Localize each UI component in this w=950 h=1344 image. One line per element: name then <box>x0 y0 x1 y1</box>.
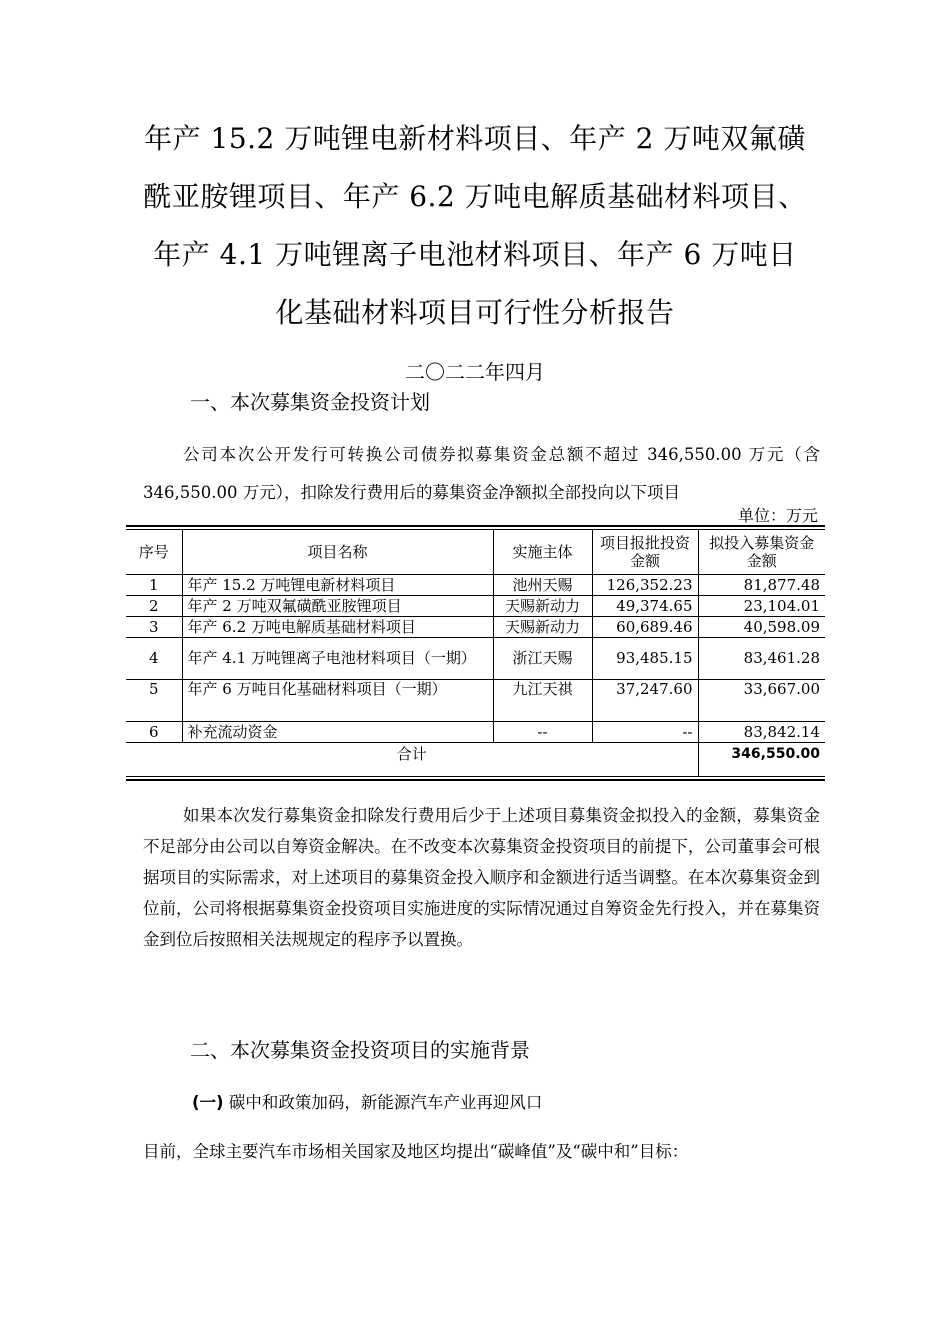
cell-approved: 37,247.60 <box>592 679 698 721</box>
header-planned-amount: 拟投入募集资金金额 <box>698 530 825 574</box>
header-project-name: 项目名称 <box>182 530 493 574</box>
report-date: 二〇二二年四月 <box>405 360 545 384</box>
cell-approved: 60,689.46 <box>592 616 698 637</box>
cell-name: 补充流动资金 <box>182 721 493 742</box>
cell-no: 6 <box>126 721 182 742</box>
total-label: 合计 <box>126 742 698 776</box>
total-value: 346,550.00 <box>698 742 825 776</box>
header-entity: 实施主体 <box>493 530 592 574</box>
header-no: 序号 <box>126 530 182 574</box>
section-1-heading: 一、本次募集资金投资计划 <box>190 390 430 414</box>
cell-name: 年产 4.1 万吨锂离子电池材料项目（一期） <box>182 637 493 679</box>
cell-no: 4 <box>126 637 182 679</box>
cell-no: 2 <box>126 595 182 616</box>
table-header-row <box>126 530 825 574</box>
cell-entity: 天赐新动力 <box>493 616 592 637</box>
subsection-1-heading <box>192 1089 542 1113</box>
cell-planned: 83,461.28 <box>698 637 825 679</box>
table-unit-label: 单位：万元 <box>737 506 818 525</box>
section-1-paragraph-2: 如果本次发行募集资金扣除发行费用后少于上述项目募集资金拟投入的金额，募集资金不足部分由公司以自筹资金解决。在不改变本次募集资金投资项目的前提下，公司董事会可根据项目的实际需求，对上述项目的募集资金投入顺序和金额进行适当调整。在本次募集资金到位前，公司将根据募集资金投资项目实施进度的实际情况通过自筹资金先行投入，并在募集资金到位后按照相关法规规定的程序予以置换。 <box>143 806 820 949</box>
investment-table <box>126 525 825 781</box>
section-2-paragraph: 目前，全球主要汽车市场相关国家及地区均提出“碳峰值”及“碳中和”目标： <box>143 1142 689 1161</box>
cell-planned: 33,667.00 <box>698 679 825 721</box>
subsection-number: (一) <box>192 1093 224 1112</box>
subsection-title: 碳中和政策加码，新能源汽车产业再迎风口 <box>228 1093 543 1112</box>
title-line-4: 化基础材料项目可行性分析报告 <box>275 296 675 329</box>
cell-planned: 83,842.14 <box>698 721 825 742</box>
cell-name: 年产 6 万吨日化基础材料项目（一期） <box>182 679 493 721</box>
report-title <box>130 110 820 342</box>
cell-name: 年产 2 万吨双氟磺酰亚胺锂项目 <box>182 595 493 616</box>
cell-planned: 40,598.09 <box>698 616 825 637</box>
cell-approved: 49,374.65 <box>592 595 698 616</box>
section-2-heading: 二、本次募集资金投资项目的实施背景 <box>190 1038 530 1062</box>
table-row <box>126 595 825 616</box>
cell-no: 3 <box>126 616 182 637</box>
cell-approved: 126,352.23 <box>592 574 698 595</box>
cell-planned: 81,877.48 <box>698 574 825 595</box>
header-approved-amount: 项目报批投资金额 <box>592 530 698 574</box>
section-1-paragraph: 公司本次公开发行可转换公司债券拟募集资金总额不超过 346,550.00 万元（含 346,550.00 万元），扣除发行费用后的募集资金净额拟全部投向以下项目 <box>143 445 820 502</box>
cell-entity: 九江天祺 <box>493 679 592 721</box>
table-row <box>126 616 825 637</box>
cell-no: 1 <box>126 574 182 595</box>
table-row <box>126 637 825 679</box>
title-line-2: 酰亚胺锂项目、年产 6.2 万吨电解质基础材料项目、 <box>143 180 807 213</box>
cell-entity: 浙江天赐 <box>493 637 592 679</box>
cell-entity: 天赐新动力 <box>493 595 592 616</box>
table-total-row <box>126 742 825 776</box>
cell-entity: 池州天赐 <box>493 574 592 595</box>
table-row <box>126 679 825 721</box>
cell-name: 年产 6.2 万吨电解质基础材料项目 <box>182 616 493 637</box>
cell-approved: -- <box>592 721 698 742</box>
table-bottom-rule <box>126 776 825 781</box>
cell-no: 5 <box>126 679 182 721</box>
cell-name: 年产 15.2 万吨锂电新材料项目 <box>182 574 493 595</box>
table-row <box>126 721 825 742</box>
title-line-3: 年产 4.1 万吨锂离子电池材料项目、年产 6 万吨日 <box>153 238 797 271</box>
cell-entity: -- <box>493 721 592 742</box>
cell-planned: 23,104.01 <box>698 595 825 616</box>
table-row <box>126 574 825 595</box>
cell-approved: 93,485.15 <box>592 637 698 679</box>
title-line-1: 年产 15.2 万吨锂电新材料项目、年产 2 万吨双氟磺 <box>144 122 806 155</box>
